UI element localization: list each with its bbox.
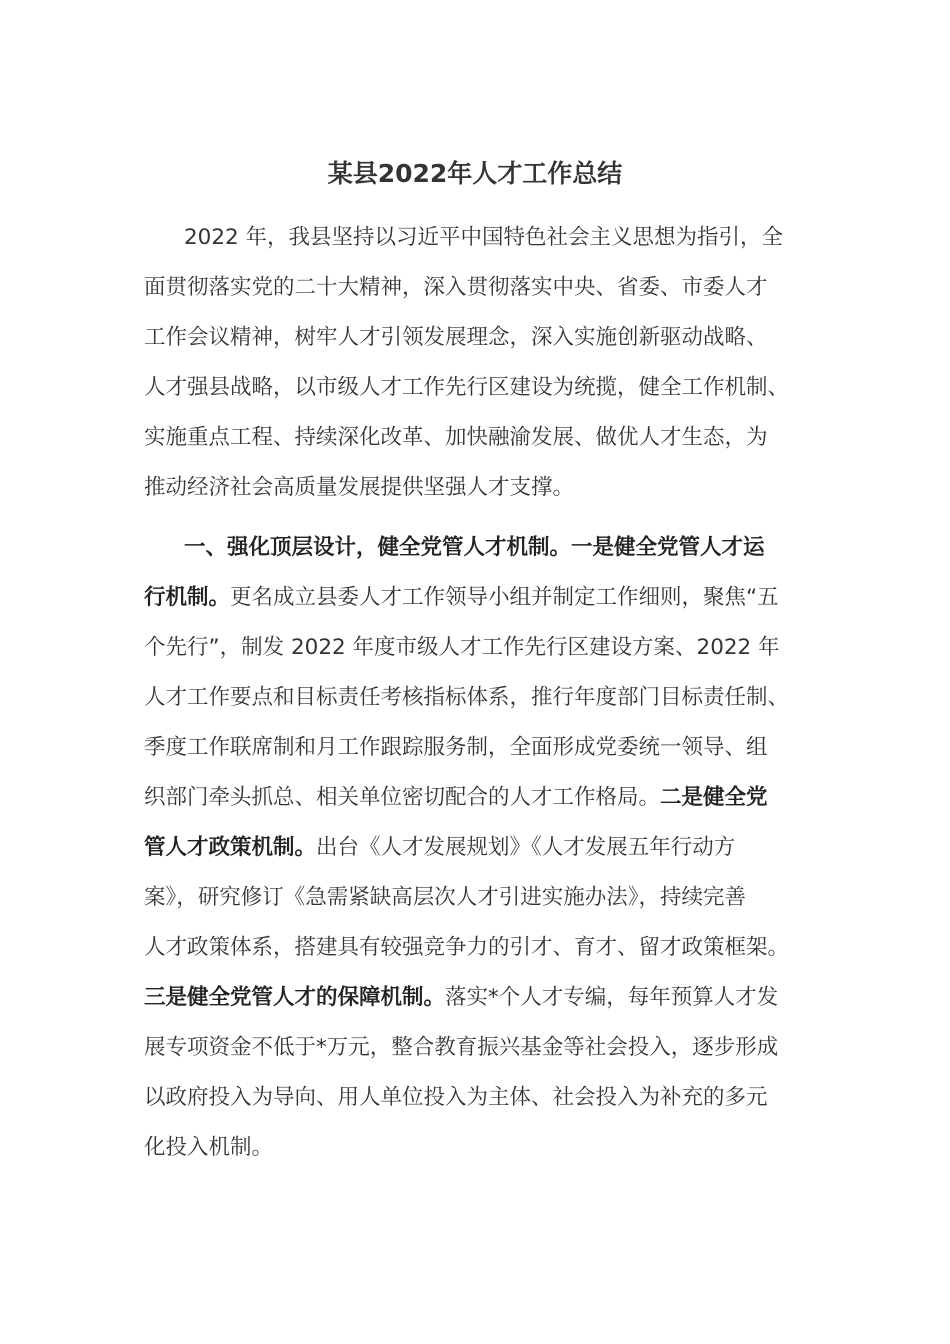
section-one-paragraph [144,523,824,1173]
subsection-heading: 二是健全党 [660,785,768,810]
paragraph-line: 以政府投入为导向、用人单位投入为主体、社会投入为补充的多元 [144,1085,768,1110]
section-heading: 一、强化顶层设计，健全党管人才机制。一是健全党管人才运 [184,535,765,560]
paragraph-text: 织部门牵头抓总、相关单位密切配合的人才工作格局。 [144,785,661,810]
paragraph-line: 化投入机制。 [144,1135,274,1160]
subsection-heading: 行机制。 [144,585,231,610]
paragraph-line: 面贯彻落实党的二十大精神，深入贯彻落实中央、省委、市委人才 [144,275,768,300]
subsection-heading: 三是健全党管人才的保障机制。 [144,985,446,1010]
paragraph-line: 工作会议精神，树牢人才引领发展理念，深入实施创新驱动战略、 [144,325,768,350]
paragraph-text: 更名成立县委人才工作领导小组并制定工作细则，聚焦“五 [230,585,779,610]
paragraph-line: 展专项资金不低于*万元，整合教育振兴基金等社会投入，逐步形成 [144,1035,779,1060]
paragraph-text: 出台《人才发展规划》《人才发展五年行动方 [316,835,736,860]
paragraph-line: 个先行”，制发 2022 年度市级人才工作先行区建设方案、2022 年 [144,635,780,660]
paragraph-line [144,773,824,823]
paragraph-line [144,523,824,573]
paragraph-line: 推动经济社会高质量发展提供坚强人才支撑。 [144,475,575,500]
paragraph-line: 季度工作联席制和月工作跟踪服务制，全面形成党委统一领导、组 [144,735,768,760]
paragraph-line: 案》，研究修订《急需紧缺高层次人才引进实施办法》，持续完善 [144,885,747,910]
paragraph-line: 人才政策体系，搭建具有较强竞争力的引才、育才、留才政策框架。 [144,935,790,960]
intro-paragraph [144,213,824,513]
paragraph-line [144,823,824,873]
document-title: 某县2022年人才工作总结 [327,159,623,188]
paragraph-line: 人才强县战略，以市级人才工作先行区建设为统揽，健全工作机制、 [144,375,790,400]
paragraph-line [144,973,824,1023]
paragraph-line: 实施重点工程、持续深化改革、加快融渝发展、做优人才生态，为 [144,425,768,450]
subsection-heading: 管人才政策机制。 [144,835,317,860]
paragraph-text: 落实*个人才专编，每年预算人才发 [445,985,779,1010]
paragraph-line [144,573,824,623]
paragraph-line: 人才工作要点和目标责任考核指标体系，推行年度部门目标责任制、 [144,685,790,710]
paragraph-line: 2022 年，我县坚持以习近平中国特色社会主义思想为指引，全 [184,225,784,250]
